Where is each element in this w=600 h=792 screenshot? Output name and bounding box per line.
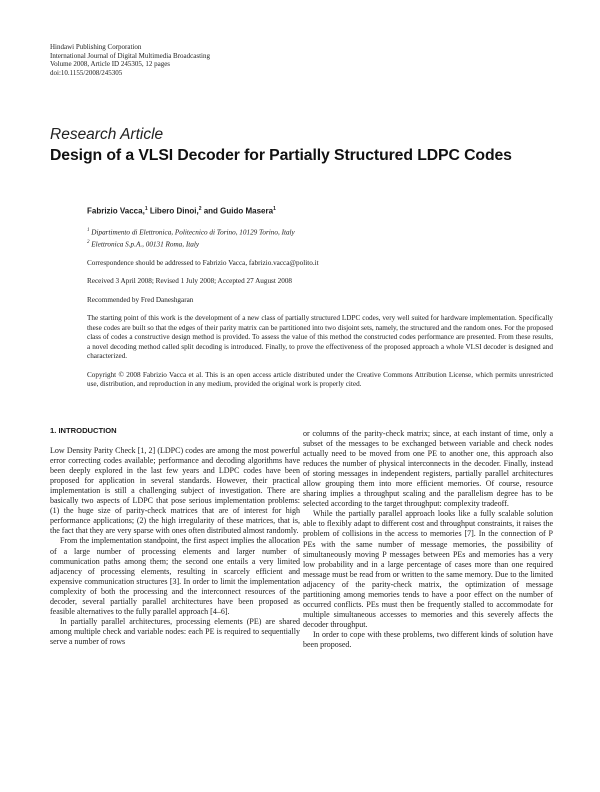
body-paragraph: Low Density Parity Check [1, 2] (LDPC) codes are among the most powerful error correcting codes available; performance and decoding algorithms have been deeply explored in the last few years and LDPC codes have been proposed for application in several standards. However, their practical implementation is still a challenging subject of investigation. There are basically two aspects of LDPC that pose serious implementation problems: (1) the huge size of parity-check matrices that are of interest for high performance applications; (2) the high irregularity of these matrices, that is, the fact that they are very sparse with ones often distributed almost randomly.: [50, 446, 300, 536]
correspondence: Correspondence should be addressed to Fabrizio Vacca, fabrizio.vacca@polito.it: [87, 258, 319, 267]
article-type: Research Article: [50, 126, 164, 143]
submission-dates: Received 3 April 2008; Revised 1 July 2008; Accepted 27 August 2008: [87, 277, 293, 286]
author-name: and Guido Masera: [201, 206, 274, 216]
author-affil-mark: 1: [273, 206, 276, 212]
volume-line: Volume 2008, Article ID 245305, 12 pages: [50, 60, 171, 69]
abstract: The starting point of this work is the development of a new class of partially structured LDPC codes, very well suited for hardware implementation. Specifically these codes are built so that the edges of their parity matrix can be partitioned into two disjoint sets, namely, the structured and the random ones. For the proposed class of codes a constructive design method is provided. To assess the value of this method the constructed codes performance are presented. From these results, a novel decoding method called split decoding is introduced. Finally, to prove the effectiveness of the proposed approach a whole VLSI decoder is designed and characterized.: [87, 314, 553, 361]
author-affil-mark: 2: [198, 206, 202, 212]
journal-name-line: International Journal of Digital Multimedia Broadcasting: [50, 51, 210, 60]
body-paragraph: While the partially parallel approach looks like a fully scalable solution able to flexibly adapt to different cost and throughput constraints, it raises the problem of collisions in the access to memories [7]. In the connection of P PEs with the same number of message memories, the possibility of simultaneously moving P messages between PEs and memories has a very low probability and in a large percentage of cases more than one required message must be read from or written to the same memory. Due to the limited adjacency of the parity-check matrix, the optimization of message partitioning among memories tends to have a poor effect on the number of occurred conflicts. PEs must then be frequently stalled to accommodate for multiple simultaneous accesses to memories and this severely affects the decoder throughput.: [303, 509, 553, 629]
affiliation: $^2$ Elettronica S.p.A., 00131 Roma, Italy: [87, 240, 200, 249]
author-list: [87, 205, 553, 216]
paper-title: Design of a VLSI Decoder for Partially Structured LDPC Codes: [50, 147, 512, 164]
author-name: Libero Dinoi,: [147, 206, 199, 216]
publisher-line: Hindawi Publishing Corporation: [50, 43, 142, 51]
doi-line: doi:10.1155/2008/245305: [50, 68, 123, 77]
body-column-left: [50, 426, 300, 647]
body-paragraph: In partially parallel architectures, processing elements (PE) are shared among multiple check and variable nodes: each PE is required to sequentially serve a number of rows: [50, 616, 300, 646]
recommended-by: Recommended by Fred Daneshgaran: [87, 295, 194, 304]
body-paragraph: or columns of the parity-check matrix; since, at each instant of time, only a subset of the messages to be exchanged between variable and check nodes actually need to be moved from one PE to another one, this approach also reduces the number of physical interconnects in the decoder. Finally, instead of storing messages in independent registers, partially parallel architectures allow grouping them into more efficient memories. Of course, resource sharing implies a throughput scaling and the parallelism degree has to be selected according to the target throughput: complexity tradeoff.: [303, 429, 553, 509]
front-matter: [87, 205, 553, 390]
author-name: Fabrizio Vacca,: [87, 206, 145, 216]
affiliation: $^1$ Dipartimento di Elettronica, Politecnico di Torino, 10129 Torino, Italy: [87, 228, 295, 237]
copyright-notice: Copyright © 2008 Fabrizio Vacca et al. This is an open access article distributed under the Creative Commons Attribution License, which permits unrestricted use, distribution, and reproduction in any medium, provided the original work is properly cited.: [87, 370, 553, 389]
body-paragraph: In order to cope with these problems, two different kinds of solution have been proposed.: [303, 629, 553, 649]
body-paragraph: From the implementation standpoint, the first aspect implies the allocation of a large number of processing elements and larger number of communication paths among them; the second one entails a very limited adjacency of processing elements, resulting in scarcely efficient and expensive communication structures [3]. In order to limit the implementation complexity of both the processing and the interconnect resources of the decoder, several partially parallel architectures have been proposed as feasible alternatives to the fully parallel approach [4–6].: [50, 536, 300, 616]
body-column-right: [303, 429, 553, 650]
journal-header: [50, 43, 210, 77]
author-affil-mark: 1: [144, 206, 148, 212]
section-heading: 1. INTRODUCTION: [50, 426, 117, 435]
